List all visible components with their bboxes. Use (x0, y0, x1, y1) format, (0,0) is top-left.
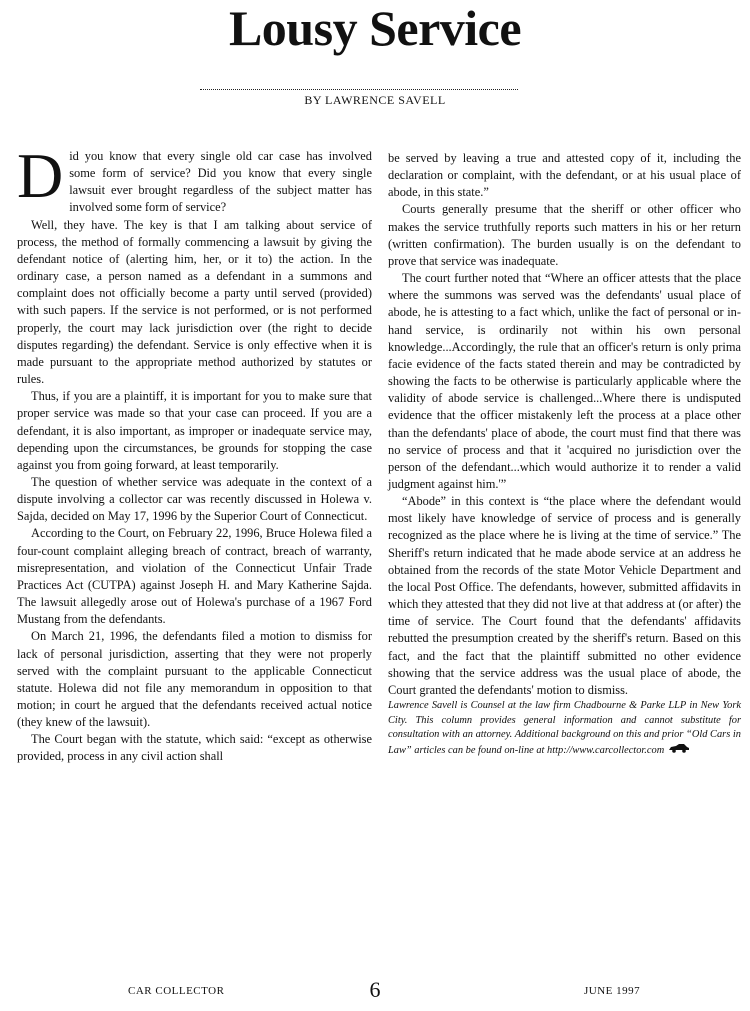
paragraph: Thus, if you are a plaintiff, it is important for you to make sure that proper service was made so that your case can proceed. If you are a defendant, it is also important, as improper or inadequate service may, depending upon the circumstances, be grounds for stopping the case against you from going forward, at least temporarily. (17, 389, 372, 472)
paragraph: Did you know that every single old car case has involved some form of service? Did you know that every single lawsuit ever brought regardless of the subject matter has involved some form of service? (17, 140, 372, 215)
footer-date: JUNE 1997 (584, 985, 641, 997)
drop-cap: D (17, 140, 64, 211)
paragraph: Well, they have. The key is that I am talking about service of process, the method of formally commencing a lawsuit by giving the defendant notice of (alerting him, her, or it to) the action. In the ordinary case, a person named as a defendant in a summons and complaint does not officially become a party until served (provided) with such papers. If the service is not performed, or is not performed properly, the court may lack jurisdiction over (the right to decide disputes regarding) the defendant. Service is only effective when it is made pursuant to the appropriate method authorized by statutes or rules. (17, 217, 372, 387)
author-bio: Lawrence Savell is Counsel at the law firm Chadbourne & Parke LLP in New York City. This column provides general information and cannot substitute for consultation with an attorney. Additional background on this and prior “Old Cars in Law” articles can be found on-line at http://www.carcollector.com (388, 699, 741, 759)
byline: BY LAWRENCE SAVELL (304, 93, 446, 107)
paragraph: Courts generally presume that the sheriff or other officer who makes the service truthfully reports such matters in his or her return (written confirmation). The burden usually is on the defendant to prove that service was inadequate. (388, 202, 741, 268)
paragraph: The court further noted that “Where an officer attests that the place where the summons was served was the defendants' usual place of abode, he is attesting to a fact which, unlike the fact of personal or in-hand service, is ordinarily not within his own personal knowledge...Accordingly, the rule that an officer's return is only prima facie evidence of the facts stated therein and may be contradicted by showing the facts to be otherwise is particularly applicable where the validity of abode service is challenged...Where there is undisputed evidence that the officer mistakenly left the process at a place other than the defendants' place of abode, the court must find that there was no service of process and that it 'acquired no jurisdiction over the person of the defendant...which would authorize it to render a valid judgment against him.'” (388, 271, 741, 491)
left-column (17, 140, 372, 766)
article-title: Lousy Service (228, 0, 522, 56)
page-number: 6 (369, 977, 381, 1002)
car-icon (668, 743, 690, 759)
paragraph: be served by leaving a true and attested copy of it, including the declaration or complaint, with the defendant, or at his usual place of abode, in this state.” (388, 151, 741, 200)
paragraph: The question of whether service was adequate in the context of a dispute involving a collector car was recently discussed in Holewa v. Sajda, decided on May 17, 1996 by the Superior Court of Connecticut. (17, 474, 372, 524)
paragraph: “Abode” in this context is “the place where the defendant would most likely have knowledge of service of process and is generally recognized as the place where he is living at the time of service.” The Sheriff's return indicated that he made abode service at an address he obtained from the records of the state Motor Vehicle Department and the local Post Office. The defendants, however, submitted affidavits in which they attested that they did not live at that address at (or after) the time of service. The Court found that the defendants' affidavits rebutted the presumption created by the sheriff's return. Based on this fact, and the fact that the plaintiff submitted no other evidence showing that the service address was the usual place of abode, the Court granted the defendants' motion to dismiss. (388, 494, 742, 697)
title-rule (200, 89, 518, 90)
right-column (388, 150, 741, 759)
paragraph: According to the Court, on February 22, 1996, Bruce Holewa filed a four-count complaint alleging breach of contract, breach of warranty, misrepresentation, and violation of the Connecticut Unfair Trade Practices Act (CUTPA) against Joseph H. and Mary Katherine Sajda. The lawsuit allegedly arose out of Holewa's purchase of a 1967 Ford Mustang from the defendants. (17, 526, 372, 627)
paragraph: The Court began with the statute, which said: “except as otherwise provided, process in any civil action shall (17, 732, 372, 764)
footer-publication: CAR COLLECTOR (128, 985, 225, 997)
paragraph: On March 21, 1996, the defendants filed a motion to dismiss for lack of personal jurisdiction, asserting that they were not properly served with the complaint pursuant to the applicable Connecticut statute. Holewa did not file any memorandum in opposition to that motion; in court he argued that the defendants received actual notice (they knew of the lawsuit). (17, 629, 372, 730)
